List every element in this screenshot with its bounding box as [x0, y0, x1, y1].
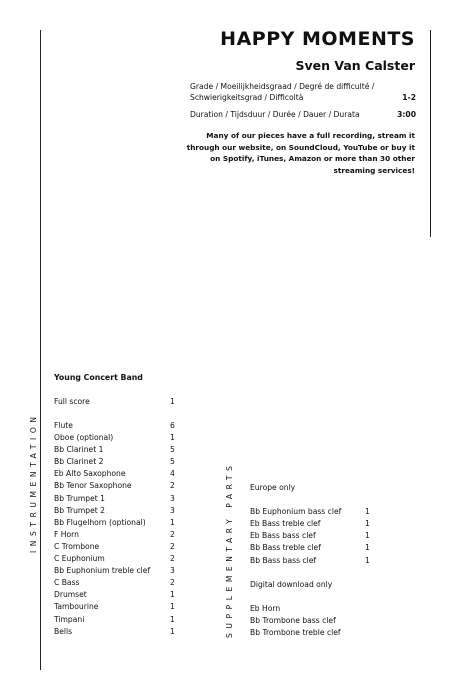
part-quantity: 2 — [170, 578, 175, 588]
list-item — [54, 626, 184, 638]
part-quantity: 1 — [170, 433, 175, 443]
spacer — [250, 494, 380, 506]
list-item — [250, 530, 380, 542]
part-name: Bb Trumpet 1 — [54, 493, 106, 503]
grade-label-line2: Schwierigkeitsgrad / Difficoltà — [190, 93, 304, 102]
spacer — [250, 567, 380, 579]
part-name: Bb Euphonium bass clef — [250, 507, 342, 517]
list-item — [54, 468, 184, 480]
grade-info — [190, 81, 416, 103]
list-item — [54, 444, 184, 456]
part-name: Bb Clarinet 2 — [54, 457, 104, 467]
part-name: C Euphonium — [54, 554, 105, 564]
part-quantity: 4 — [170, 469, 175, 479]
supplementary-parts-list — [250, 482, 380, 639]
duration-label: Duration / Tijdsduur / Durée / Dauer / Durata — [190, 110, 360, 119]
list-item — [250, 603, 380, 615]
digital-download-label: Digital download only — [250, 579, 333, 589]
full-score-row — [54, 396, 184, 408]
part-name: F Horn — [54, 529, 79, 539]
part-quantity: 3 — [170, 566, 175, 576]
list-item — [54, 553, 184, 565]
list-item — [54, 456, 184, 468]
part-name: Bb Bass bass clef — [250, 555, 317, 565]
grade-label-line1: Grade / Moeilijkheidsgraad / Degré de difficulté / — [190, 82, 375, 91]
part-name: Eb Horn — [250, 603, 281, 613]
part-name: Full score — [54, 397, 90, 406]
part-quantity: 3 — [170, 505, 175, 515]
part-quantity: 1 — [170, 397, 175, 406]
part-name: Bb Flugelhorn (optional) — [54, 517, 146, 527]
duration-value: 3:00 — [397, 110, 416, 119]
part-quantity: 1 — [170, 590, 175, 600]
part-name: Flute — [54, 421, 73, 430]
part-name: Bb Bass treble clef — [250, 543, 321, 553]
duration-info — [190, 109, 416, 120]
list-item — [54, 432, 184, 444]
part-name: Bells — [54, 626, 73, 636]
ensemble-name: Young Concert Band — [54, 373, 143, 382]
part-quantity: 5 — [170, 457, 175, 467]
part-quantity: 1 — [170, 517, 175, 527]
list-item — [54, 420, 184, 432]
part-name: Bb Trombone bass clef — [250, 616, 336, 626]
part-name: Timpani — [54, 614, 85, 624]
europe-parts-list — [250, 506, 380, 566]
list-item — [250, 615, 380, 627]
list-item — [54, 541, 184, 553]
part-quantity: 6 — [170, 421, 175, 430]
part-quantity: 5 — [170, 445, 175, 455]
part-quantity: 1 — [365, 507, 370, 517]
composer-name: Sven Van Calster — [295, 58, 415, 73]
instrumentation-side-label: INSTRUMENTATION — [29, 412, 38, 553]
digital-parts-list — [250, 603, 380, 639]
part-name: Oboe (optional) — [54, 433, 114, 443]
spacer — [250, 591, 380, 603]
part-name: Tambourine — [54, 602, 99, 612]
supplementary-parts-side-label: SUPPLEMENTARY PARTS — [225, 461, 234, 638]
part-quantity: 1 — [170, 626, 175, 636]
list-item — [250, 627, 380, 639]
list-item — [250, 555, 380, 567]
list-item — [250, 518, 380, 530]
list-item — [54, 493, 184, 505]
list-item — [54, 565, 184, 577]
part-quantity: 1 — [365, 555, 370, 565]
part-quantity: 3 — [170, 493, 175, 503]
list-item — [54, 396, 184, 408]
list-item — [54, 505, 184, 517]
list-item — [250, 506, 380, 518]
part-name: Bb Euphonium treble clef — [54, 566, 151, 576]
list-item — [54, 529, 184, 541]
part-name: C Bass — [54, 578, 80, 588]
part-name: Bb Tenor Saxophone — [54, 481, 132, 491]
part-name: Bb Trumpet 2 — [54, 505, 106, 515]
list-item — [250, 542, 380, 554]
instrument-parts-list — [54, 420, 184, 638]
list-item — [54, 577, 184, 589]
piece-title: HAPPY MOMENTS — [220, 28, 415, 50]
part-name: Eb Bass treble clef — [250, 519, 321, 529]
list-item — [54, 601, 184, 613]
list-item — [54, 614, 184, 626]
part-quantity: 2 — [170, 541, 175, 551]
part-quantity: 1 — [365, 531, 370, 541]
part-quantity: 1 — [170, 614, 175, 624]
part-name: Bb Clarinet 1 — [54, 445, 104, 455]
list-item — [54, 517, 184, 529]
list-item — [54, 480, 184, 492]
part-quantity: 1 — [365, 519, 370, 529]
left-divider-line — [40, 30, 41, 670]
part-name: Bb Trombone treble clef — [250, 628, 341, 638]
part-quantity: 2 — [170, 529, 175, 539]
right-divider-line — [430, 30, 431, 237]
part-quantity: 1 — [365, 543, 370, 553]
europe-only-label: Europe only — [250, 483, 296, 492]
streaming-promo-text: Many of our pieces have a full recording, stream it through our website, on SoundCloud, YouTube or buy it on Spotify, iTunes, Amazon or more than 30 other streaming services! — [186, 131, 415, 175]
list-item — [54, 589, 184, 601]
part-name: Eb Bass bass clef — [250, 531, 316, 541]
part-quantity: 1 — [170, 602, 175, 612]
grade-value: 1-2 — [402, 93, 416, 102]
part-quantity: 2 — [170, 554, 175, 564]
part-quantity: 2 — [170, 481, 175, 491]
europe-only-heading — [250, 482, 380, 494]
part-name: Eb Alto Saxophone — [54, 469, 126, 479]
part-name: Drumset — [54, 590, 87, 600]
part-name: C Trombone — [54, 541, 100, 551]
digital-download-heading — [250, 579, 380, 591]
